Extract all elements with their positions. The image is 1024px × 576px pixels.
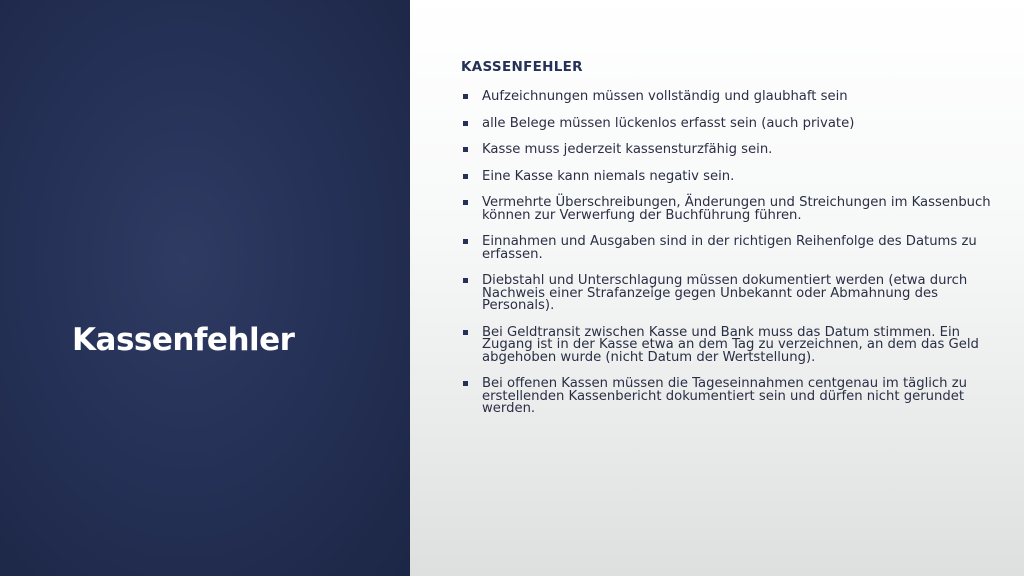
bullet-item [461, 275, 991, 313]
square-bullet-icon [463, 94, 468, 99]
square-bullet-icon [463, 330, 468, 335]
bullet-text: Eine Kasse kann niemals negativ sein. [482, 168, 735, 184]
square-bullet-icon [463, 121, 468, 126]
bullet-list [461, 91, 991, 430]
square-bullet-icon [463, 200, 468, 205]
bullet-text: Kasse muss jederzeit kassensturzfähig sein. [482, 142, 773, 157]
slide-title: Kassenfehler [72, 322, 295, 358]
bullet-item [461, 144, 991, 157]
square-bullet-icon [463, 381, 468, 386]
square-bullet-icon [463, 147, 468, 152]
bullet-item [461, 378, 991, 416]
bullet-item [461, 168, 991, 184]
bullet-text: Aufzeichnungen müssen vollständig und glaubhaft sein [482, 89, 848, 104]
bullet-item [461, 324, 991, 365]
content-heading: KASSENFEHLER [461, 59, 583, 75]
title-panel [0, 0, 410, 576]
bullet-text: Einnahmen und Ausgaben sind in der richtigen Reihenfolge des Datums zu erfassen. [482, 234, 977, 262]
bullet-text: Bei Geldtransit zwischen Kasse und Bank muss das Datum stimmen. Ein Zugang ist in der Kasse etwa an dem Tag zu verzeichnen, an dem das Geld abgehoben wurde (nicht Datum der Wertstellung). [482, 324, 979, 365]
square-bullet-icon [463, 174, 468, 179]
bullet-item [461, 91, 991, 104]
square-bullet-icon [463, 278, 468, 283]
square-bullet-icon [463, 239, 468, 244]
content-panel [410, 0, 1024, 576]
bullet-item [461, 236, 991, 261]
bullet-item [461, 197, 991, 222]
bullet-item [461, 115, 991, 131]
bullet-text: Diebstahl und Unterschlagung müssen dokumentiert werden (etwa durch Nachweis einer Strafanzeige gegen Unbekannt oder Abmahnung des Personals). [482, 273, 968, 313]
bullet-text: Vermehrte Überschreibungen, Änderungen und Streichungen im Kassenbuch können zur Verwerfung der Buchführung führen. [482, 195, 991, 223]
bullet-text: alle Belege müssen lückenlos erfasst sein (auch private) [482, 115, 855, 131]
bullet-text: Bei offenen Kassen müssen die Tageseinnahmen centgenau im täglich zu erstellenden Kassenbericht dokumentiert sein und dürfen nicht gerundet werden. [482, 376, 968, 416]
